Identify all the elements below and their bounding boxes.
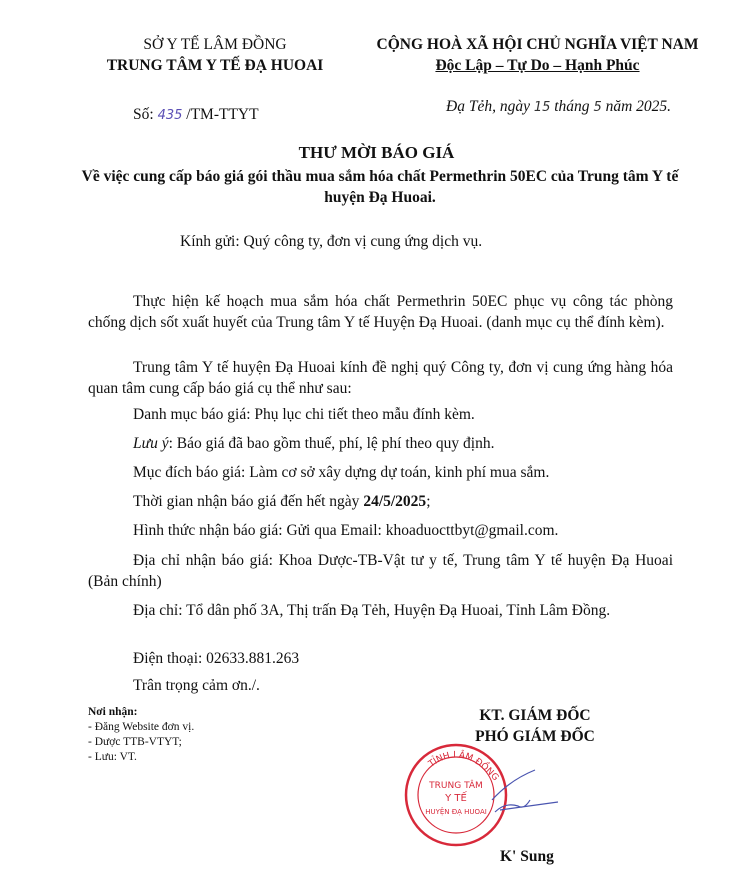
national-header (350, 34, 725, 76)
item-address: Địa chỉ: Tổ dân phố 3A, Thị trấn Đạ Tẻh, Huyện Đạ Huoai, Tỉnh Lâm Đồng. (133, 602, 611, 619)
month-label: tháng (554, 98, 590, 115)
recipient-item: - Đăng Website đơn vị. (88, 721, 195, 733)
national-title: CỘNG HOÀ XÃ HỘI CHỦ NGHĨA VIỆT NAM (376, 36, 699, 53)
item-phone: Điện thoại: 02633.881.263 (133, 650, 300, 667)
issuer-department: SỞ Y TẾ LÂM ĐỒNG (143, 36, 287, 53)
recipient-item: - Dược TTB-VTYT; (88, 736, 182, 748)
national-motto: Độc Lập – Tự Do – Hạnh Phúc (435, 57, 640, 74)
document-subtitle: Về việc cung cấp báo giá gói thầu mua sắm hóa chất Permethrin 50EC của Trung tâm Y tế huyện Đạ Huoai. (81, 168, 679, 206)
day-value: 15 (533, 100, 551, 115)
year-text: năm 2025. (605, 98, 672, 115)
place-text: Đạ Tẻh, ngày (446, 98, 530, 115)
doc-number-prefix: Số: (133, 106, 154, 123)
paragraph-plan: Thực hiện kế hoạch mua sắm hóa chất Permethrin 50EC phục vụ công tác phòng chống dịch sốt xuất huyết của Trung tâm Y tế Huyện Đạ Huoai. (danh mục cụ thể đính kèm). (88, 293, 673, 331)
issuer-block (70, 34, 360, 76)
place-date (446, 98, 671, 116)
issuer-center: TRUNG TÂM Y TẾ ĐẠ HUOAI (106, 57, 324, 74)
signer-name: K' Sung (500, 848, 554, 865)
item-list: Danh mục báo giá: Phụ lục chi tiết theo mẫu đính kèm. (133, 406, 475, 423)
signature-title: PHÓ GIÁM ĐỐC (475, 728, 595, 745)
closing-thanks: Trân trọng cảm ơn./. (133, 677, 260, 694)
stamp-text-line2: Y TẾ (445, 793, 467, 804)
item-method: Hình thức nhận báo giá: Gửi qua Email: khoaduocttbyt@gmail.com. (133, 522, 559, 539)
stamp-text-line1: TRUNG TÂM (429, 781, 483, 791)
document-number (133, 106, 259, 124)
signature-role: KT. GIÁM ĐỐC (479, 707, 591, 724)
document-title: THƯ MỜI BÁO GIÁ (298, 143, 455, 162)
recipients-heading: Nơi nhận: (88, 706, 138, 718)
deadline-end: ; (426, 493, 431, 510)
item-receive-address: Địa chỉ nhận báo giá: Khoa Dược-TB-Vật tư y tế, Trung tâm Y tế huyện Đạ Huoai (Bản chính) (88, 552, 673, 590)
doc-number-suffix: /TM-TTYT (186, 106, 259, 123)
official-stamp (400, 740, 560, 850)
stamp-outer-text: TỈNH LÂM ĐỒNG (427, 750, 501, 784)
stamp-text-line3: HUYỆN ĐẠ HUOAI (425, 808, 487, 816)
paragraph-request: Trung tâm Y tế huyện Đạ Huoai kính đề nghị quý Công ty, đơn vị cung ứng hàng hóa quan tâm cung cấp báo giá cụ thể như sau: (88, 359, 673, 397)
month-value: 5 (593, 100, 602, 115)
recipient-item: - Lưu: VT. (88, 751, 137, 763)
recipients-block (88, 705, 194, 765)
note-label: Lưu ý (133, 435, 169, 452)
item-note (133, 433, 494, 454)
deadline-label: Thời gian nhận báo giá đến hết ngày (133, 493, 364, 510)
doc-number-value: 435 (157, 108, 183, 123)
item-purpose: Mục đích báo giá: Làm cơ sở xây dựng dự toán, kinh phí mua sắm. (133, 464, 550, 481)
greeting: Kính gửi: Quý công ty, đơn vị cung ứng dịch vụ. (180, 233, 483, 250)
deadline-date: 24/5/2025 (363, 493, 427, 510)
item-deadline (133, 491, 431, 512)
note-text: : Báo giá đã bao gồm thuế, phí, lệ phí theo quy định. (168, 435, 495, 452)
